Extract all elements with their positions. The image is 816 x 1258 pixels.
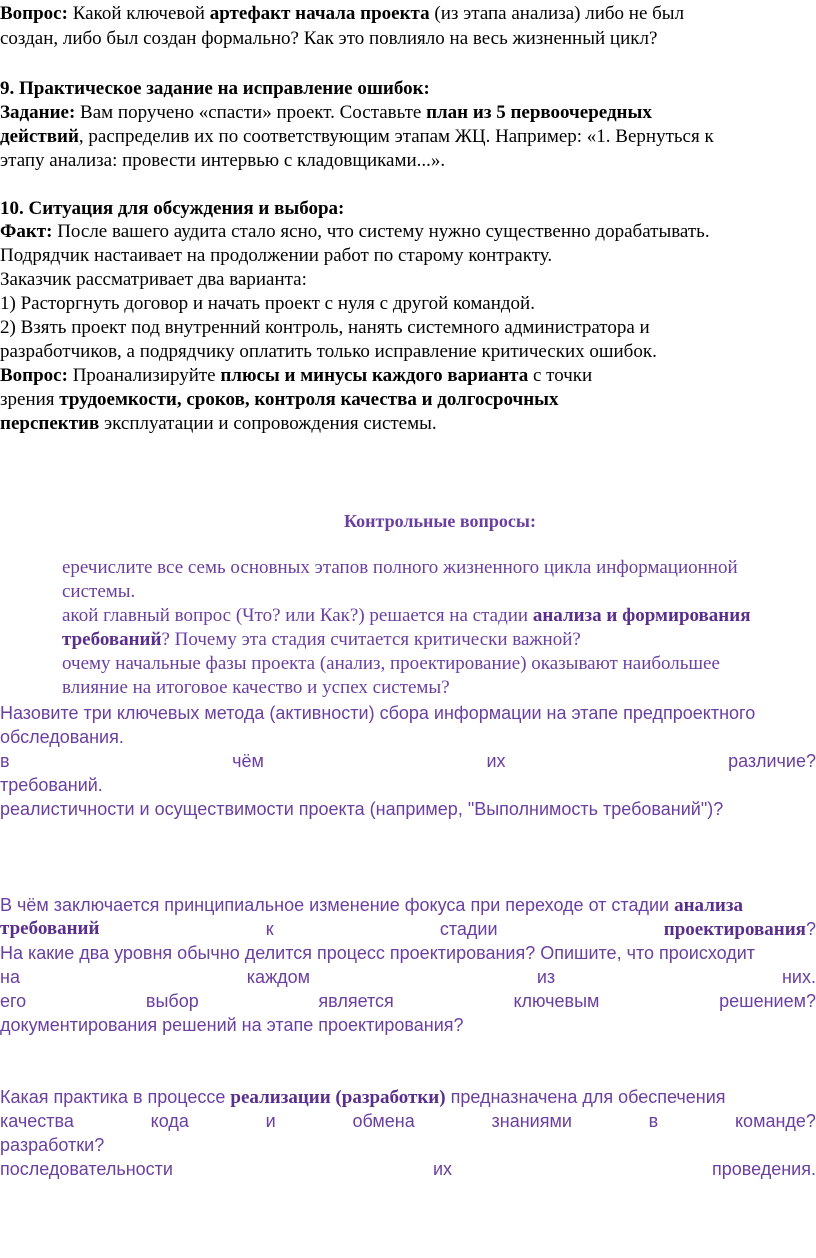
control-line-19 [0,1109,816,1133]
task10-line-4: 1) Расторгнуть договор и начать проект с нуля с другой командой. [0,293,535,314]
text-run: Проанализируйте [67,365,221,386]
word: кода [150,1111,189,1131]
text-run: зрения [0,389,60,410]
control-line-8: обследования. [0,727,124,747]
control-line-17: документирования решений на этапе проектирования? [0,1015,464,1035]
control-line-12 [0,893,743,918]
text-run: (из этапа анализа) либо не был [429,3,685,24]
text-run: Какой ключевой [67,3,210,24]
text-run-bold: артефакт начала проекта [209,3,430,24]
question-line-2: создан, либо был создан формально? Как это повлияло на весь жизненный цикл? [0,28,658,49]
text-run-bold: реализации (разработки) [230,1087,446,1108]
word: выбор [145,991,199,1011]
word: чём [232,751,264,771]
task10-line-3: Заказчик рассматривает два варианта: [0,269,307,290]
word: их [432,1159,452,1179]
question-label: Вопрос: [0,3,68,24]
text-run-bold: план из 5 первоочередных [426,102,652,123]
control-line-13 [0,917,816,942]
text-run: с точки [528,365,593,386]
word: к [265,919,274,939]
word: является [318,991,394,1011]
word: каждом [246,967,310,987]
task-label: Задание: [0,102,76,123]
control-line-11: реалистичности и осуществимости проекта (например, "Выполнимость требований")? [0,799,724,819]
text-run: ? Почему эта стадия считается критически важной? [161,629,581,650]
control-line-3 [62,604,750,628]
task10-line-8 [0,388,558,412]
control-line-6: влияние на итоговое качество и успех системы? [62,677,450,698]
text-run: , распределив их по соответствующим этапам ЖЦ. Например: «1. Вернуться к [78,126,714,147]
word: знаниями [491,1111,572,1131]
text-run: акой главный вопрос (Что? или Как?) решается на стадии [62,605,533,626]
task10-title: 10. Ситуация для обсуждения и выбора: [0,198,345,219]
task10-line-5: 2) Взять проект под внутренний контроль, нанять системного администратора и [0,317,650,338]
control-line-18 [0,1085,726,1110]
control-line-20: разработки? [0,1135,105,1155]
control-heading: Контрольные вопросы: [344,511,536,531]
word: качества [0,1111,74,1131]
text-run: Вам поручено «спасти» проект. Составьте [75,102,427,123]
text-run-bold: трудоемкости, сроков, контроля качества и долгосрочных [59,389,559,410]
word: решением? [719,991,816,1011]
word: них. [781,967,816,987]
text-run: предназначена для обеспечения [445,1087,726,1107]
control-line-4 [62,628,581,652]
text-run: эксплуатации и сопровождения системы. [99,413,437,434]
task9-title: 9. Практическое задание на исправление ошибок: [0,78,430,99]
word-bold: проектирования [663,919,806,940]
control-line-15 [0,965,816,989]
word: его [0,991,27,1011]
word: их [486,751,506,771]
task9-line-1 [0,101,652,125]
control-line-5: очему начальные фазы проекта (анализ, проектирование) оказывают наибольшее [62,653,720,674]
word: обмена [352,1111,415,1131]
word: ? [805,919,816,939]
word: в [0,751,10,771]
word: проведения. [711,1159,816,1179]
word: последовательности [0,1159,173,1179]
text-run: После вашего аудита стало ясно, что систему нужно существенно дорабатывать. [52,221,710,242]
control-line-7: Назовите три ключевых метода (активности) сбора информации на этапе предпроектного [0,703,756,723]
question-label: Вопрос: [0,365,68,386]
text-run-bold: перспектив [0,413,100,434]
word-bold: требований [0,918,100,939]
control-line-2: системы. [62,581,136,602]
word: в [648,1111,659,1131]
word: стадии [439,919,498,939]
word: команде? [734,1111,816,1131]
word: и [265,1111,276,1131]
word: различие? [728,751,816,771]
control-line-21 [0,1157,816,1181]
text-run-bold: анализа и формирования [532,605,751,626]
task10-line-6: разработчиков, а подрядчику оплатить только исправление критических ошибок. [0,341,657,362]
text-run-bold: действий [0,126,79,147]
fact-label: Факт: [0,221,53,242]
text-run: В чём заключается принципиальное изменение фокуса при переходе от стадии [0,895,675,915]
control-line-1: еречислите все семь основных этапов полного жизненного цикла информационной [62,557,738,578]
word: на [0,967,20,987]
task10-line-7 [0,364,592,388]
control-line-10: требований. [0,775,103,795]
word: ключевым [513,991,600,1011]
control-line-9 [0,749,816,773]
control-line-16 [0,989,816,1013]
question-line-1 [0,2,684,26]
task10-line-2: Подрядчик настаивает на продолжении работ по старому контракту. [0,245,553,266]
task10-line-9 [0,412,437,436]
task10-line-1 [0,220,710,244]
text-run-bold: анализа [674,895,743,916]
text-run: Какая практика в процессе [0,1087,231,1107]
task9-line-2 [0,125,714,149]
word: из [536,967,556,987]
task9-line-3: этапу анализа: провести интервью с кладовщиками...». [0,150,446,171]
control-line-14: На какие два уровня обычно делится процесс проектирования? Опишите, что происходит [0,943,756,963]
text-run-bold: плюсы и минусы каждого варианта [220,365,529,386]
text-run-bold: требований [62,629,162,650]
